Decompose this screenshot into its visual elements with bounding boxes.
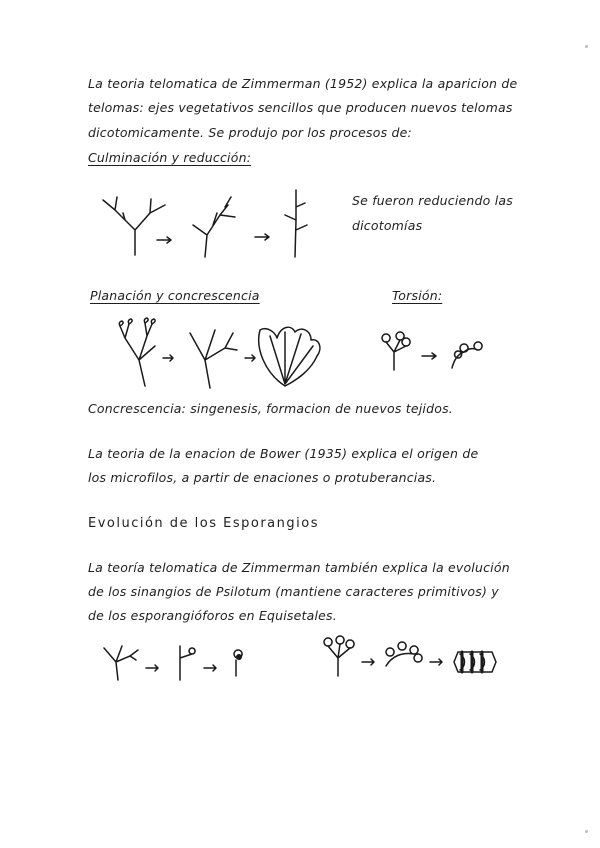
paragraph-2-line-1: La teoria de la enacion de Bower (1935) explica el origen de: [88, 446, 479, 461]
torsion-sketch: [380, 330, 490, 378]
margin-dot: [585, 45, 588, 48]
paragraph-3-line-3: de los esporangióforos en Equisetales.: [88, 608, 337, 623]
equisetales-sketch: [322, 636, 507, 684]
planacion-sketch: [115, 318, 330, 390]
note-reduccion-line-1: Se fueron reduciendo las: [352, 193, 513, 208]
paragraph-1-line-3: dicotomicamente. Se produjo por los procesos de:: [88, 125, 412, 140]
heading-torsion: Torsión:: [392, 288, 443, 303]
paragraph-1-line-1: La teoria telomatica de Zimmerman (1952) explica la aparicion de: [88, 76, 518, 91]
paragraph-3-line-2: de los sinangios de Psilotum (mantiene caracteres primitivos) y: [88, 584, 499, 599]
concrescencia-definition: Concrescencia: singenesis, formacion de nuevos tejidos.: [88, 401, 453, 416]
note-reduccion-line-2: dicotomías: [352, 218, 423, 233]
paragraph-1-line-2: telomas: ejes vegetativos sencillos que producen nuevos telomas: [88, 100, 513, 115]
heading-planacion: Planación y concrescencia: [90, 288, 260, 303]
paragraph-2-line-2: los microfilos, a partir de enaciones o protuberancias.: [88, 470, 437, 485]
paragraph-3-line-1: La teoría telomatica de Zimmerman también explica la evolución: [88, 560, 510, 575]
psilotum-sketch: [100, 636, 260, 684]
heading-culminacion: Culminación y reducción:: [88, 150, 252, 165]
margin-dot: [585, 830, 588, 833]
culminacion-sketch: [95, 185, 345, 260]
section-title-esporangios: Evolución de los Esporangios: [88, 516, 319, 531]
